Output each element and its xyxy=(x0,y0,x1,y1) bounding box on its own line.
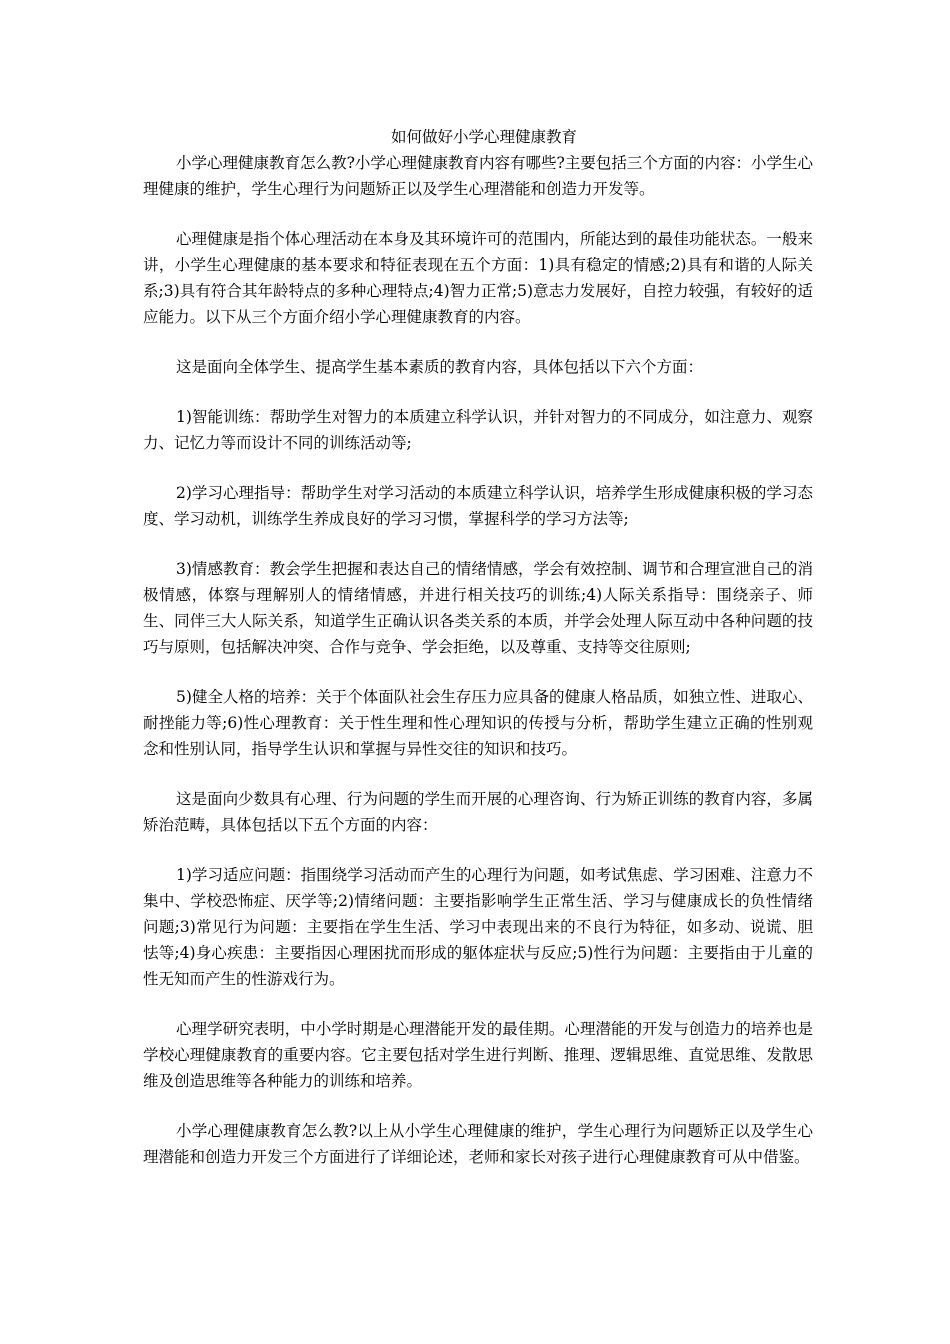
paragraph-intelligence-training: 1)智能训练：帮助学生对智力的本质建立科学认识，并针对智力的不同成分，如注意力、观察力、记忆力等而设计不同的训练活动等; xyxy=(143,408,813,452)
paragraph-conclusion: 小学心理健康教育怎么教?以上从小学生心理健康的维护，学生心理行为问题矫正以及学生心理潜能和创造力开发三个方面进行了详细论述，老师和家长对孩子进行心理健康教育可从中借鉴。 xyxy=(143,1122,813,1166)
paragraph-corrective-overview: 这是面向少数具有心理、行为问题的学生而开展的心理咨询、行为矫正训练的教育内容，多属矫治范畴，具体包括以下五个方面的内容： xyxy=(143,790,813,834)
paragraph-potential: 心理学研究表明，中小学时期是心理潜能开发的最佳期。心理潜能的开发与创造力的培养也是学校心理健康教育的重要内容。它主要包括对学生进行判断、推理、逻辑思维、直觉思维、发散思维及创造思维等各种能力的训练和培养。 xyxy=(143,1020,813,1090)
document-page xyxy=(143,124,813,1194)
document-title: 如何做好小学心理健康教育 xyxy=(390,128,577,146)
paragraph-learning-guidance: 2)学习心理指导：帮助学生对学习活动的本质建立科学认识，培养学生形成健康积极的学习态度、学习动机，训练学生养成良好的学习习惯，掌握科学的学习方法等; xyxy=(143,484,813,528)
paragraph-overview: 这是面向全体学生、提高学生基本素质的教育内容，具体包括以下六个方面： xyxy=(176,358,704,376)
paragraph-personality: 5)健全人格的培养：关于个体面队社会生存压力应具备的健康人格品质，如独立性、进取心、耐挫能力等;6)性心理教育：关于性生理和性心理知识的传授与分析，帮助学生建立正确的性别观念和性别认同，指导学生认识和掌握与异性交往的知识和技巧。 xyxy=(143,688,813,758)
paragraph-intro: 小学心理健康教育怎么教?小学心理健康教育内容有哪些?主要包括三个方面的内容：小学生心理健康的维护，学生心理行为问题矫正以及学生心理潜能和创造力开发等。 xyxy=(143,154,813,198)
paragraph-emotional-education: 3)情感教育：教会学生把握和表达自己的情绪情感，学会有效控制、调节和合理宣泄自己的消极情感，体察与理解别人的情绪情感，并进行相关技巧的训练;4)人际关系指导：围绕亲子、师生、同伴三大人际关系，知道学生正确认识各类关系的本质，并学会处理人际互动中各种问题的技巧与原则，包括解决冲突、合作与竞争、学会拒绝，以及尊重、支持等交往原则; xyxy=(143,560,813,656)
paragraph-problems: 1)学习适应问题：指围绕学习活动而产生的心理行为问题，如考试焦虑、学习困难、注意力不集中、学校恐怖症、厌学等;2)情绪问题：主要指影响学生正常生活、学习与健康成长的负性情绪问题;3)常见行为问题：主要指在学生生活、学习中表现出来的不良行为特征，如多动、说谎、胆怯等;4)身心疾患：主要指因心理困扰而形成的躯体症状与反应;5)性行为问题：主要指由于儿童的性无知而产生的性游戏行为。 xyxy=(143,866,813,988)
paragraph-definition: 心理健康是指个体心理活动在本身及其环境许可的范围内，所能达到的最佳功能状态。一般来讲，小学生心理健康的基本要求和特征表现在五个方面：1)具有稳定的情感;2)具有和谐的人际关系;3)具有符合其年龄特点的多种心理特点;4)智力正常;5)意志力发展好，自控力较强，有较好的适应能力。以下从三个方面介绍小学心理健康教育的内容。 xyxy=(143,230,813,326)
